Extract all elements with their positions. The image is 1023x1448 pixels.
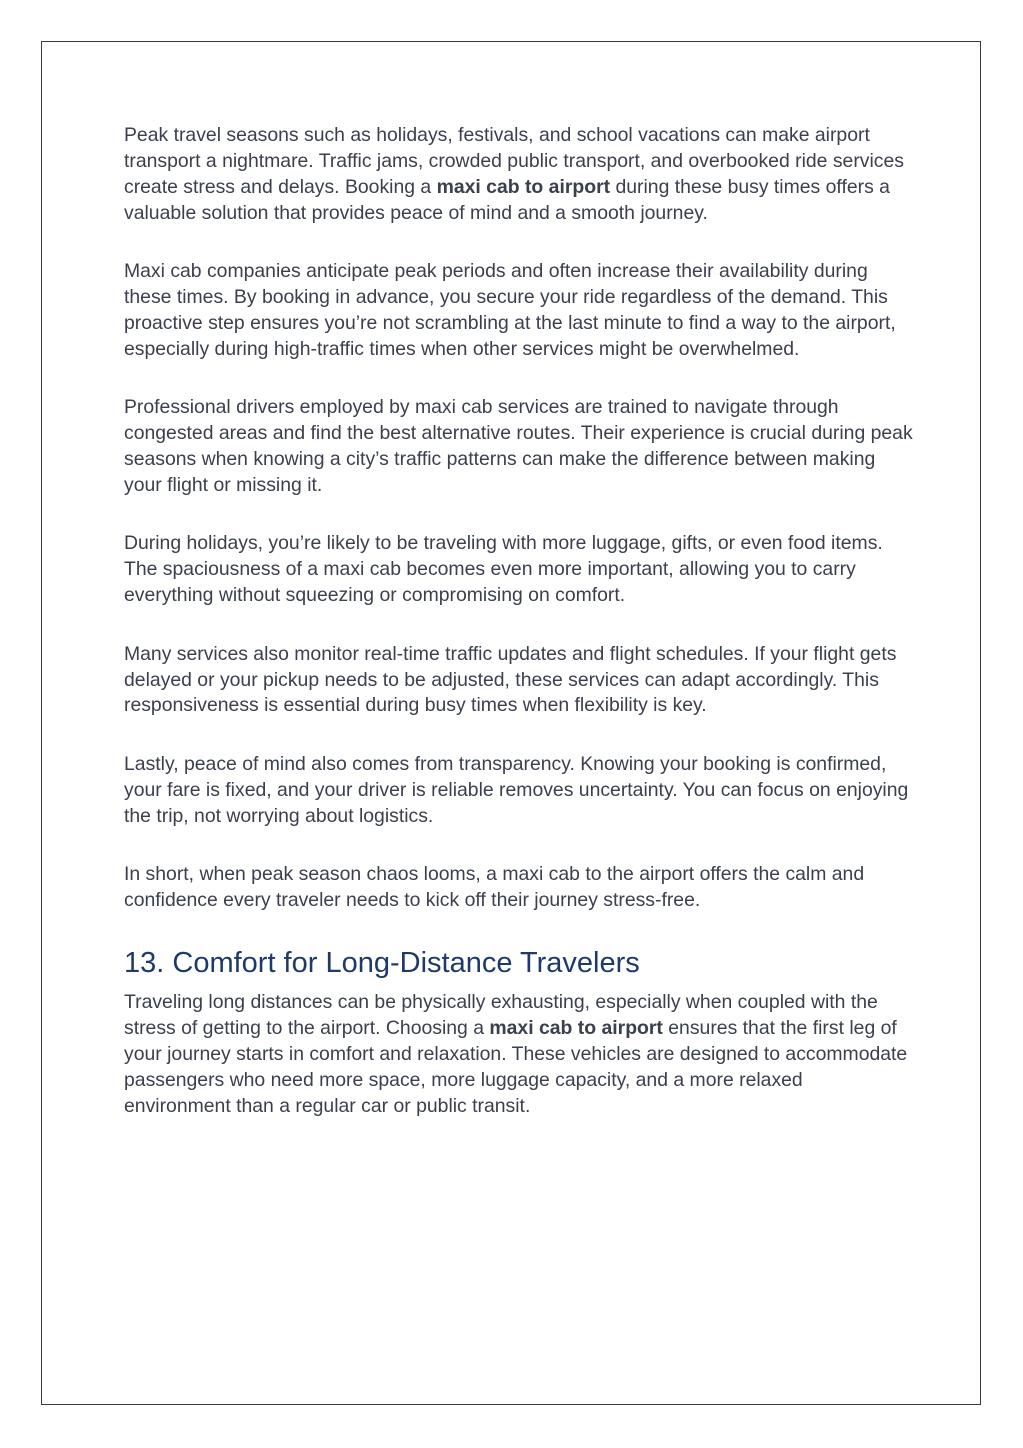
paragraph-long-distance xyxy=(124,990,914,1120)
paragraph-text: Peak travel seasons such as holidays, festivals, and school vacations can make airport transport a nightmare. Traffic jams, crowded public transport, and overbooked ride services create stress and delays. Booking a xyxy=(124,124,904,198)
bold-keyword: maxi cab to airport xyxy=(436,175,611,198)
paragraph-holidays-luggage: During holidays, you’re likely to be traveling with more luggage, gifts, or even food items. The spaciousness of a maxi cab becomes even more important, allowing you to carry everything without squeezing or compromising on comfort. xyxy=(124,532,883,607)
paragraph-text: Traveling long distances can be physically exhausting, especially when coupled with the stress of getting to the airport. Choosing a xyxy=(124,991,878,1040)
paragraph-text: during these busy times offers a valuable solution that provides peace of mind and a smooth journey. xyxy=(124,175,890,224)
document-body xyxy=(124,123,914,1152)
section-heading: 13. Comfort for Long-Distance Travelers xyxy=(124,947,640,980)
paragraph-transparency: Lastly, peace of mind also comes from transparency. Knowing your booking is confirmed, your fare is fixed, and your driver is reliable removes uncertainty. You can focus on enjoying the trip, not worrying about logistics. xyxy=(124,752,909,827)
paragraph-in-short: In short, when peak season chaos looms, a maxi cab to the airport offers the calm and confidence every traveler needs to kick off their journey stress-free. xyxy=(124,863,865,911)
paragraph-peak-travel xyxy=(124,123,914,227)
paragraph-text: ensures that the first leg of your journey starts in comfort and relaxation. These vehicles are designed to accommodate passengers who need more space, more luggage capacity, and a more relaxed environment than a regular car or public transit. xyxy=(124,1017,908,1117)
paragraph-professional-drivers: Professional drivers employed by maxi cab services are trained to navigate through congested areas and find the best alternative routes. Their experience is crucial during peak seasons when knowing a city’s traffic patterns can make the difference between making your flight or missing it. xyxy=(124,396,913,496)
paragraph-real-time-updates: Many services also monitor real-time traffic updates and flight schedules. If your flight gets delayed or your pickup needs to be adjusted, these services can adapt accordingly. This responsiveness is essential during busy times when flexibility is key. xyxy=(124,642,897,717)
paragraph-anticipate-peak: Maxi cab companies anticipate peak periods and often increase their availability during these times. By booking in advance, you secure your ride regardless of the demand. This proactive step ensures you’re not scrambling at the last minute to find a way to the airport, especially during high-traffic times when other services might be overwhelmed. xyxy=(124,260,896,360)
bold-keyword: maxi cab to airport xyxy=(489,1017,663,1040)
